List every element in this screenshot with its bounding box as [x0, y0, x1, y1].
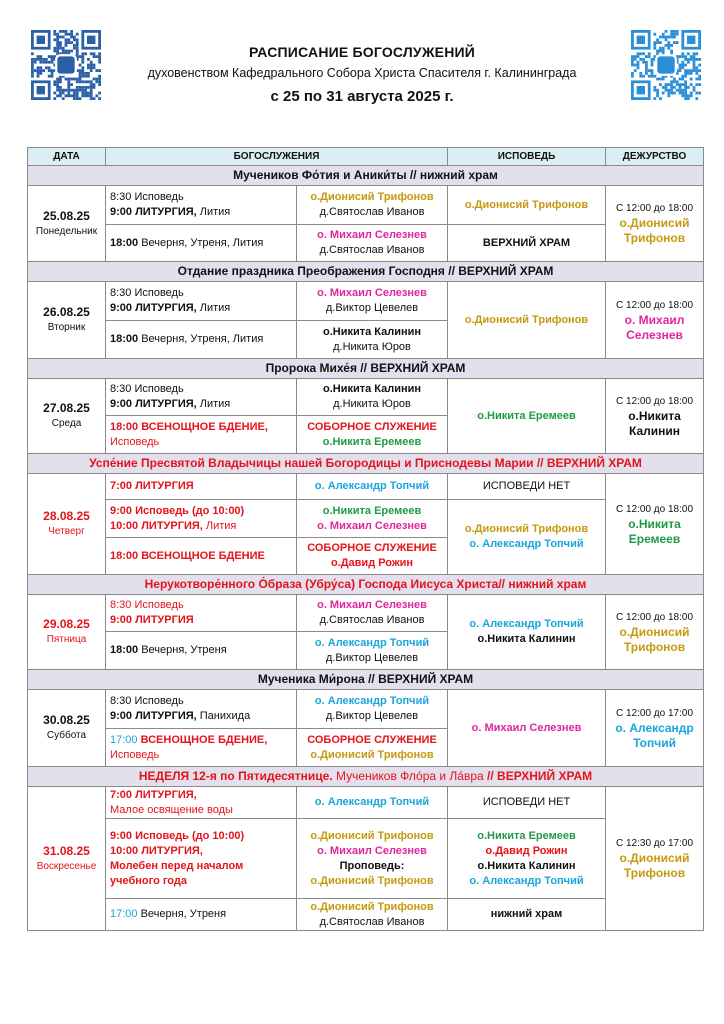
- text-run: д.Виктор Цевелев: [325, 651, 419, 664]
- text-line: [297, 435, 447, 450]
- text-line: [110, 382, 296, 397]
- clergy-cell: [297, 321, 448, 359]
- text-run: о. Михаил Селезнев: [317, 599, 427, 611]
- duty-priest: о.Дионисий Трифонов: [619, 624, 690, 654]
- text-line: [448, 617, 605, 632]
- duty-cell: [606, 787, 704, 931]
- service-cell: [106, 729, 297, 767]
- text-run: 9:00 ЛИТУРГИЯ,: [110, 206, 197, 218]
- date: 25.08.25: [43, 208, 90, 223]
- text-run: о.Никита Калинин: [477, 633, 576, 645]
- text-line: [297, 694, 447, 709]
- duty-time: С 12:00 до 18:00: [616, 299, 694, 311]
- text-run: нижний храм: [490, 908, 563, 920]
- text-line: [110, 236, 296, 251]
- text-run: Лития: [196, 302, 231, 314]
- text-run: д.Святослав Иванов: [319, 915, 425, 928]
- text-line: [297, 613, 447, 628]
- text-run: ИСПОВЕДИ НЕТ: [482, 796, 571, 808]
- text-run: 8:30 Исповедь: [110, 695, 184, 707]
- service-cell: [106, 282, 297, 321]
- text-line: [297, 651, 447, 666]
- clergy-cell: [297, 416, 448, 454]
- text-run: 8:30 Исповедь: [110, 191, 184, 203]
- text-line: [297, 479, 447, 494]
- text-line: [110, 435, 296, 450]
- clergy-cell: [297, 690, 448, 729]
- text-run: 9:00 Исповедь (до 10:00): [110, 829, 245, 842]
- text-line: [448, 409, 605, 424]
- text-run: ВСЕНОЩНОЕ БДЕНИЕ,: [137, 733, 268, 746]
- text-line: [110, 748, 296, 763]
- confession-cell: [448, 787, 606, 819]
- confession-cell: [448, 819, 606, 899]
- text-line: [110, 504, 296, 519]
- service-cell: [106, 538, 297, 575]
- service-row: [28, 787, 704, 819]
- text-run: о.Никита Еремеев: [322, 435, 422, 448]
- text-run: о. Александр Топчий: [314, 480, 430, 492]
- service-row: [28, 595, 704, 632]
- text-run: Молебен перед началом: [110, 859, 244, 872]
- weekday: Четверг: [48, 526, 85, 537]
- service-row: [28, 690, 704, 729]
- text-run: д.Святослав Иванов: [319, 614, 425, 626]
- text-run: д.Виктор Цевелев: [325, 710, 419, 722]
- vk-qr-icon: [31, 30, 101, 100]
- text-line: [110, 286, 296, 301]
- weekday: Воскресенье: [36, 860, 97, 872]
- text-run: 8:30 Исповедь: [110, 599, 184, 611]
- text-line: [297, 636, 447, 651]
- service-cell: [106, 632, 297, 670]
- text-line: [297, 301, 447, 316]
- service-cell: [106, 500, 297, 538]
- text-line: [110, 643, 296, 658]
- day-banner-row: [28, 767, 704, 787]
- date: 27.08.25: [43, 401, 90, 415]
- confession-cell: [448, 595, 606, 670]
- date: 28.08.25: [43, 509, 90, 523]
- date-range: с 25 по 31 августа 2025 г.: [270, 88, 454, 105]
- duty-cell: [606, 595, 704, 670]
- text-line: [297, 504, 447, 519]
- service-row: [28, 500, 704, 538]
- clergy-cell: [297, 225, 448, 262]
- text-line: [297, 205, 447, 220]
- text-line: [297, 844, 447, 859]
- text-run: о. Михаил Селезнев: [471, 721, 582, 734]
- text-run: СОБОРНОЕ СЛУЖЕНИЕ: [307, 542, 437, 554]
- date: 30.08.25: [43, 713, 90, 727]
- text-line: [110, 332, 296, 347]
- text-run: 17:00: [110, 733, 138, 746]
- service-row: [28, 186, 704, 225]
- weekday: Понедельник: [35, 225, 98, 237]
- confession-cell: [448, 225, 606, 262]
- text-line: [110, 829, 296, 844]
- text-run: о. Александр Топчий: [314, 695, 430, 707]
- text-line: [297, 420, 447, 435]
- text-line: [110, 519, 296, 534]
- clergy-cell: [297, 899, 448, 931]
- text-line: [110, 397, 296, 412]
- clergy-cell: [297, 500, 448, 538]
- text-line: [297, 915, 447, 930]
- day-banner-row: [28, 359, 704, 379]
- confession-cell: [448, 500, 606, 575]
- text-line: [297, 228, 447, 243]
- text-run: 18:00: [110, 333, 139, 345]
- text-line: [448, 537, 605, 552]
- duty-time: С 12:00 до 18:00: [616, 203, 694, 214]
- text-line: [297, 243, 447, 258]
- text-line: [110, 190, 296, 205]
- text-line: [448, 313, 605, 328]
- col-confession: ИСПОВЕДЬ: [448, 148, 606, 166]
- text-run: 17:00: [110, 908, 138, 920]
- text-line: [297, 190, 447, 205]
- text-line: [110, 613, 296, 628]
- service-cell: [106, 416, 297, 454]
- text-run: 7:00 ЛИТУРГИЯ,: [110, 788, 197, 801]
- text-run: о.Дионисий Трифонов: [310, 900, 434, 913]
- text-run: Лития: [196, 398, 231, 410]
- service-cell: [106, 690, 297, 729]
- banner-text: Отдание праздника Преображения Господня // ВЕРХНИЙ ХРАМ: [177, 264, 554, 278]
- text-line: [297, 556, 447, 571]
- clergy-cell: [297, 379, 448, 416]
- date-cell: [28, 474, 106, 575]
- text-run: о.Дионисий Трифонов: [310, 829, 434, 842]
- text-line: [297, 598, 447, 613]
- clergy-cell: [297, 186, 448, 225]
- service-row: [28, 225, 704, 262]
- text-run: Вечерня, Утреня, Лития: [138, 333, 264, 345]
- text-line: [297, 541, 447, 556]
- text-run: о. Александр Топчий: [469, 874, 584, 887]
- clergy-cell: [297, 595, 448, 632]
- date: 26.08.25: [43, 305, 90, 319]
- banner-text: Мученика Ми́рона // ВЕРХНИЙ ХРАМ: [257, 672, 474, 686]
- date: 29.08.25: [43, 617, 90, 631]
- weekday: Вторник: [47, 322, 86, 333]
- service-cell: [106, 474, 297, 500]
- text-run: 9:00 ЛИТУРГИЯ,: [110, 398, 197, 410]
- duty-time: С 12:00 до 18:00: [616, 611, 694, 623]
- duty-time: С 12:30 до 17:00: [616, 838, 694, 849]
- text-run: д.Никита Юров: [333, 398, 411, 410]
- duty-time: С 12:00 до 17:00: [616, 707, 694, 719]
- text-line: [110, 907, 296, 922]
- confession-cell: [448, 379, 606, 454]
- feast-banner: [28, 670, 704, 690]
- banner-text: Успе́ние Пресвятой Владычицы нашей Богородицы и Приснодевы Марии // ВЕРХНИЙ ХРАМ: [89, 456, 642, 470]
- text-line: [448, 721, 605, 736]
- page-title: РАСПИСАНИЕ БОГОСЛУЖЕНИЙ: [248, 44, 476, 60]
- text-run: о.Дионисий Трифонов: [310, 748, 434, 761]
- duty-priest: о.Дионисий Трифонов: [619, 216, 690, 245]
- banner-text: Пророка Михе́я // ВЕРХНИЙ ХРАМ: [265, 361, 466, 375]
- date-cell: [28, 282, 106, 359]
- text-line: [110, 709, 296, 724]
- text-run: о.Дионисий Трифонов: [464, 313, 589, 326]
- text-run: Малое освящение воды: [110, 803, 233, 816]
- text-line: [448, 522, 605, 537]
- date-cell: [28, 186, 106, 262]
- telegram-qr-icon: [631, 30, 701, 100]
- text-run: Вечерня, Утреня: [138, 644, 227, 656]
- duty-time: С 12:00 до 18:00: [616, 395, 694, 407]
- text-run: учебного года: [110, 874, 187, 887]
- service-cell: [106, 899, 297, 931]
- text-line: [297, 397, 447, 412]
- text-run: о.Никита Еремеев: [322, 504, 422, 517]
- banner-text: Нерукотворе́нного О́браза (Убру́са) Господа Иисуса Христа// нижний храм: [144, 577, 587, 591]
- date-cell: [28, 690, 106, 767]
- text-line: [110, 788, 296, 803]
- text-line: [448, 844, 605, 859]
- text-line: [448, 829, 605, 844]
- text-run: о.Никита Калинин: [322, 383, 422, 395]
- text-run: Вечерня, Утреня, Лития: [138, 236, 264, 249]
- service-cell: [106, 225, 297, 262]
- text-run: 18:00: [110, 644, 139, 656]
- date-cell: [28, 379, 106, 454]
- duty-cell: [606, 186, 704, 262]
- text-line: [448, 479, 605, 494]
- text-run: 18:00: [110, 236, 139, 249]
- text-run: ИСПОВЕДИ НЕТ: [482, 480, 571, 492]
- weekday: Пятница: [46, 634, 87, 645]
- text-run: о.Дионисий Трифонов: [464, 198, 589, 211]
- weekday: Среда: [51, 418, 82, 429]
- text-line: [297, 900, 447, 915]
- text-run: 8:30 Исповедь: [110, 383, 184, 395]
- text-line: [110, 733, 296, 748]
- text-run: 10:00 ЛИТУРГИЯ,: [110, 844, 203, 857]
- service-cell: [106, 321, 297, 359]
- duty-priest: о.Дионисий Трифонов: [619, 851, 690, 880]
- feast-banner: [28, 262, 704, 282]
- text-run: о.Дионисий Трифонов: [464, 523, 589, 535]
- duty-cell: [606, 379, 704, 454]
- service-cell: [106, 379, 297, 416]
- banner-text: Мучеников Фло́ра и Ла́вра: [332, 769, 488, 783]
- text-run: Вечерня, Утреня: [137, 908, 227, 920]
- service-row: [28, 474, 704, 500]
- text-run: 9:00 Исповедь (до 10:00): [110, 504, 245, 517]
- confession-cell: [448, 186, 606, 225]
- day-banner-row: [28, 575, 704, 595]
- text-line: [297, 829, 447, 844]
- feast-banner: [28, 575, 704, 595]
- text-line: [448, 632, 605, 647]
- text-run: Исповедь: [110, 748, 160, 761]
- text-line: [448, 236, 605, 251]
- text-run: д.Святослав Иванов: [319, 244, 425, 256]
- text-line: [297, 874, 447, 889]
- text-run: СОБОРНОЕ СЛУЖЕНИЕ: [307, 733, 437, 746]
- duty-priest: о.Никита Калинин: [628, 408, 681, 438]
- text-line: [448, 874, 605, 889]
- day-banner-row: [28, 166, 704, 186]
- text-run: Лития: [202, 519, 237, 532]
- text-run: Лития: [196, 206, 231, 218]
- weekday: Суббота: [46, 730, 87, 741]
- text-run: о. Александр Топчий: [469, 618, 584, 630]
- duty-priest: о.Никита Еремеев: [628, 516, 681, 546]
- clergy-cell: [297, 787, 448, 819]
- clergy-cell: [297, 729, 448, 767]
- col-duty: ДЕЖУРСТВО: [606, 148, 704, 166]
- day-banner-row: [28, 262, 704, 282]
- duty-priest: о. Александр Топчий: [615, 720, 694, 750]
- duty-cell: [606, 474, 704, 575]
- text-run: о.Никита Калинин: [477, 859, 576, 872]
- feast-banner: [28, 166, 704, 186]
- text-run: о. Александр Топчий: [469, 538, 584, 550]
- text-run: о.Никита Калинин: [322, 325, 422, 338]
- clergy-cell: [297, 538, 448, 575]
- feast-banner: [28, 454, 704, 474]
- feast-banner: [28, 359, 704, 379]
- text-run: 18:00 ВСЕНОЩНОЕ БДЕНИЕ: [110, 549, 265, 562]
- text-run: о. Михаил Селезнев: [317, 229, 427, 241]
- text-run: о. Михаил Селезнев: [317, 844, 427, 857]
- text-run: Проповедь:: [339, 859, 405, 872]
- service-row: [28, 819, 704, 899]
- col-services: БОГОСЛУЖЕНИЯ: [106, 148, 448, 166]
- text-line: [110, 844, 296, 859]
- day-banner-row: [28, 670, 704, 690]
- text-run: СОБОРНОЕ СЛУЖЕНИЕ: [307, 420, 437, 433]
- text-run: о.Дионисий Трифонов: [310, 191, 434, 203]
- text-run: д.Никита Юров: [333, 340, 411, 353]
- text-run: о.Никита Еремеев: [477, 409, 576, 422]
- text-run: о.Давид Рожин: [330, 557, 414, 569]
- service-cell: [106, 819, 297, 899]
- date-cell: [28, 595, 106, 670]
- service-cell: [106, 787, 297, 819]
- text-run: 9:00 ЛИТУРГИЯ,: [110, 710, 197, 722]
- banner-text: Мучеников Фо́тия и Аники́ты // нижний храм: [233, 168, 498, 182]
- text-line: [297, 286, 447, 301]
- date: 31.08.25: [43, 843, 90, 858]
- text-line: [448, 907, 605, 922]
- duty-time: С 12:00 до 18:00: [616, 503, 694, 515]
- text-line: [297, 795, 447, 810]
- banner-text: НЕДЕЛЯ 12-я по Пятидесятнице.: [138, 769, 333, 783]
- text-line: [448, 859, 605, 874]
- text-run: о.Дионисий Трифонов: [310, 874, 434, 887]
- service-cell: [106, 595, 297, 632]
- text-line: [297, 382, 447, 397]
- clergy-cell: [297, 282, 448, 321]
- text-line: [110, 549, 296, 564]
- text-line: [110, 874, 296, 889]
- clergy-cell: [297, 474, 448, 500]
- text-run: о.Давид Рожин: [485, 844, 568, 857]
- col-date: ДАТА: [28, 148, 106, 166]
- date-cell: [28, 787, 106, 931]
- text-run: 9:00 ЛИТУРГИЯ,: [110, 302, 197, 314]
- text-run: д.Святослав Иванов: [319, 206, 425, 218]
- text-line: [110, 694, 296, 709]
- service-row: [28, 282, 704, 321]
- text-run: о. Александр Топчий: [314, 796, 430, 808]
- text-run: о. Михаил Селезнев: [317, 287, 427, 299]
- text-line: [448, 198, 605, 213]
- text-run: о. Александр Топчий: [314, 636, 430, 649]
- clergy-cell: [297, 819, 448, 899]
- text-run: ВЕРХНИЙ ХРАМ: [482, 236, 571, 249]
- feast-banner: [28, 767, 704, 787]
- confession-cell: [448, 690, 606, 767]
- service-row: [28, 379, 704, 416]
- text-line: [110, 301, 296, 316]
- text-run: Панихида: [196, 710, 251, 722]
- text-run: 7:00 ЛИТУРГИЯ: [110, 480, 194, 492]
- text-line: [110, 420, 296, 435]
- schedule-table: [27, 147, 704, 931]
- text-line: [448, 795, 605, 810]
- text-line: [297, 340, 447, 355]
- text-line: [110, 803, 296, 818]
- page-subtitle: духовенством Кафедрального Собора Христа Спасителя г. Калининграда: [147, 66, 577, 80]
- text-line: [297, 325, 447, 340]
- text-line: [110, 598, 296, 613]
- text-run: 10:00 ЛИТУРГИЯ,: [110, 519, 203, 532]
- service-cell: [106, 186, 297, 225]
- text-run: 9:00 ЛИТУРГИЯ: [110, 614, 194, 626]
- confession-cell: [448, 474, 606, 500]
- confession-cell: [448, 282, 606, 359]
- text-run: 8:30 Исповедь: [110, 287, 184, 299]
- text-line: [297, 859, 447, 874]
- clergy-cell: [297, 632, 448, 670]
- day-banner-row: [28, 454, 704, 474]
- banner-text: // ВЕРХНИЙ ХРАМ: [487, 769, 593, 783]
- text-line: [110, 479, 296, 494]
- table-header: [28, 148, 704, 166]
- duty-cell: [606, 690, 704, 767]
- duty-priest: о. Михаил Селезнев: [624, 312, 685, 342]
- text-line: [297, 733, 447, 748]
- text-run: о. Михаил Селезнев: [317, 519, 427, 532]
- text-run: Исповедь: [110, 435, 160, 448]
- text-line: [297, 709, 447, 724]
- text-run: 18:00 ВСЕНОЩНОЕ БДЕНИЕ,: [110, 420, 268, 433]
- text-line: [110, 205, 296, 220]
- service-row: [28, 899, 704, 931]
- text-run: о.Никита Еремеев: [477, 829, 576, 842]
- confession-cell: [448, 899, 606, 931]
- text-line: [297, 519, 447, 534]
- text-run: д.Виктор Цевелев: [325, 302, 419, 314]
- text-line: [110, 859, 296, 874]
- text-line: [297, 748, 447, 763]
- duty-cell: [606, 282, 704, 359]
